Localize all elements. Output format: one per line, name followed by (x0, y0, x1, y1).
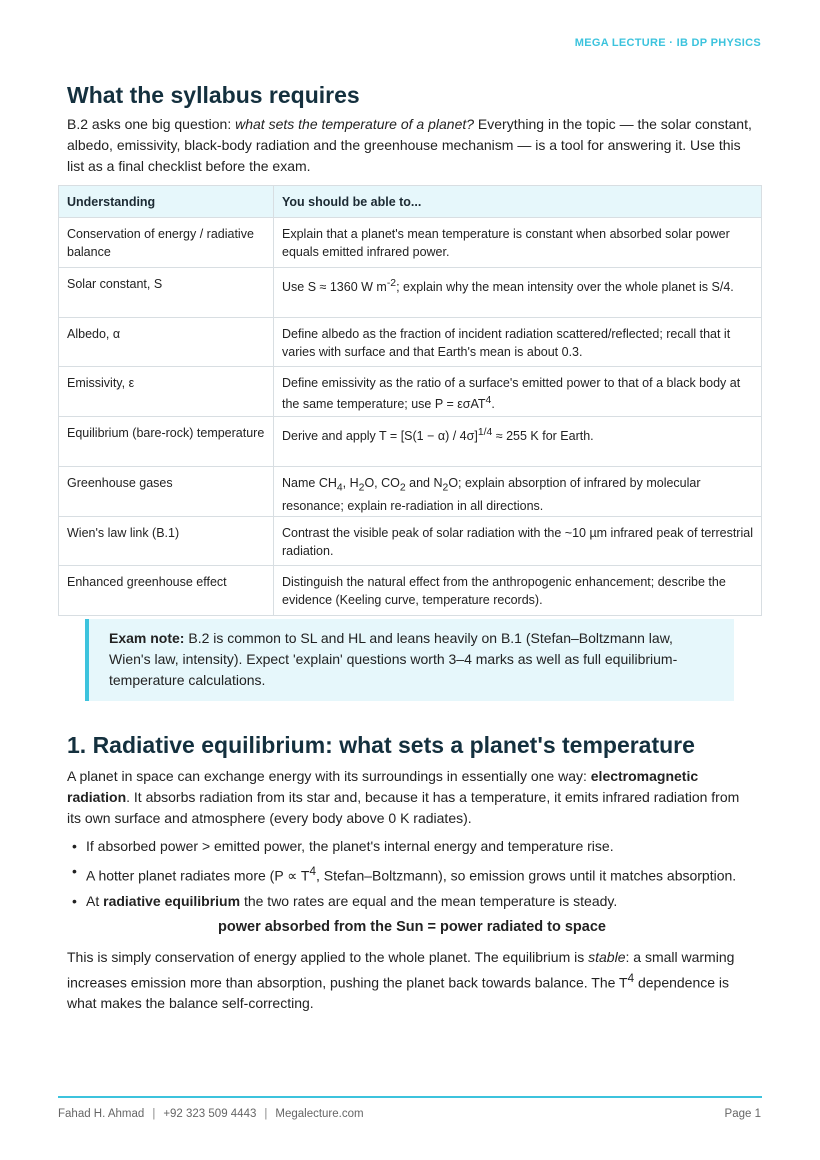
equilibrium-paragraph (67, 766, 757, 829)
section-title: What the syllabus requires (67, 82, 360, 108)
syllabus-section (67, 80, 757, 177)
paragraph-text: dependence is what makes the balance self-correcting. (67, 974, 730, 1012)
cell-text: and N (405, 475, 443, 490)
table-row (59, 267, 762, 317)
table-row (59, 367, 762, 417)
paragraph-text: A planet in space can exchange energy with its surroundings in essentially one way: (67, 768, 591, 784)
able-cell: Contrast the visible peak of solar radiation with the ~10 µm infrared peak of terrestrial radiation. (274, 516, 762, 566)
cell-text: . (491, 397, 495, 412)
list-bold: radiative equilibrium (103, 892, 241, 909)
exam-note-text: B.2 is common to SL and HL and leans heavily on B.1 (Stefan–Boltzmann law, Wien's law, intensity). Expect 'explain' questions worth 3–4 marks as well as full equilibrium-temperature calculations. (109, 630, 678, 688)
cell-text: Name CH (282, 475, 337, 490)
subscript: 2 (358, 482, 365, 494)
paragraph-text: : a small warming increases emission more than absorption, pushing the planet back towards balance. The T (67, 948, 735, 991)
footer-separator: | (152, 1108, 156, 1120)
section-title: 1. Radiative equilibrium: what sets a planet's temperature (67, 732, 695, 758)
cell-text: O, CO (364, 475, 400, 490)
subscript: 2 (442, 482, 449, 494)
syllabus-table (58, 185, 762, 616)
cell-text: ; explain why the mean intensity over the whole planet is S/4. (396, 279, 734, 294)
syllabus-intro (67, 114, 757, 177)
subscript: 2 (399, 482, 406, 494)
understanding-cell: Wien's law link (B.1) (59, 516, 274, 566)
cell-text: Derive and apply T = [S(1 − α) / 4σ] (282, 429, 478, 444)
cell-text: , H (342, 475, 359, 490)
intro-text-end: Everything in the topic — the solar constant, albedo, emissivity, black-body radiation and the greenhouse mechanism — is a tool for answering it. Use this list as a final checklist before the exam. (67, 116, 752, 174)
able-cell: Explain that a planet's mean temperature is constant when absorbed solar power equals emitted infrared power. (274, 218, 762, 268)
understanding-cell: Greenhouse gases (59, 466, 274, 516)
list-item (67, 891, 757, 912)
table-row (59, 466, 762, 516)
superscript: 1/4 (477, 427, 493, 438)
list-text: the two rates are equal and the mean temperature is steady. (240, 892, 618, 909)
superscript: 4 (485, 395, 492, 407)
able-cell (274, 267, 762, 317)
understanding-cell: Enhanced greenhouse effect (59, 566, 274, 616)
superscript: -2 (386, 277, 397, 289)
able-cell (274, 417, 762, 467)
able-cell: Define albedo as the fraction of incident radiation scattered/reflected; recall that it varies with surface and that Earth's mean is about 0.3. (274, 317, 762, 367)
intro-question: what sets the temperature of a planet? (235, 116, 475, 132)
paragraph-italic: stable (588, 948, 626, 965)
cell-text: Use S ≈ 1360 W m (282, 279, 387, 294)
footer-contact (58, 1108, 364, 1120)
table-header-row (59, 186, 762, 218)
equilibrium-equation: power absorbed from the Sun = power radiated to space (218, 918, 606, 935)
superscript: 4 (627, 971, 635, 985)
intro-text: B.2 asks one big question: (67, 116, 236, 132)
understanding-cell: Conservation of energy / radiative balance (59, 218, 274, 268)
understanding-cell: Emissivity, ε (59, 367, 274, 417)
superscript: 4 (309, 865, 316, 878)
cell-text: Define emissivity as the ratio of a surface's emitted power to that of a black body at the same temperature; use P = εσAT (282, 376, 741, 412)
table-row (59, 566, 762, 616)
column-header-able: You should be able to... (274, 186, 762, 218)
exam-note-callout (85, 619, 734, 701)
bullet-list (67, 836, 757, 912)
able-cell: Distinguish the natural effect from the anthropogenic enhancement; describe the evidence (Keeling curve, temperature records). (274, 566, 762, 616)
exam-note-label: Exam note: (109, 630, 185, 646)
footer-website: Megalecture.com (275, 1108, 364, 1120)
table-row (59, 417, 762, 467)
footer-separator: | (264, 1108, 268, 1120)
paragraph-text: This is simply conservation of energy applied to the whole planet. The equilibrium is (67, 948, 589, 965)
understanding-cell: Solar constant, S (59, 267, 274, 317)
subscript: 4 (336, 482, 343, 494)
table-row (59, 516, 762, 566)
understanding-cell: Equilibrium (bare-rock) temperature (59, 417, 274, 467)
column-header-understanding: Understanding (59, 186, 274, 218)
table-row (59, 317, 762, 367)
list-item (67, 861, 757, 887)
equilibrium-section (67, 730, 757, 1014)
table-row (59, 218, 762, 268)
list-text: , Stefan–Boltzmann), so emission grows until it matches absorption. (315, 867, 737, 884)
paragraph-bold: electromagnetic radiation (67, 768, 699, 805)
running-header: MEGA LECTURE · IB DP PHYSICS (574, 37, 761, 49)
understanding-cell: Albedo, α (59, 317, 274, 367)
list-text: A hotter planet radiates more (P ∝ T (86, 867, 310, 884)
footer-phone: +92 323 509 4443 (163, 1108, 257, 1120)
list-text: At (86, 892, 104, 909)
footer-author: Fahad H. Ahmad (58, 1108, 145, 1120)
able-cell (274, 466, 762, 516)
list-item: • If absorbed power > emitted power, the planet's internal energy and temperature rise. (67, 836, 757, 857)
cell-text: O; explain absorption of infrared by molecular resonance; explain re-radiation in all directions. (282, 475, 701, 514)
cell-text: ≈ 255 K for Earth. (492, 429, 594, 444)
able-cell (274, 367, 762, 417)
footer-divider (58, 1096, 762, 1098)
paragraph-text: . It absorbs radiation from its star and, because it has a temperature, it emits infrared radiation from its own surface and atmosphere (every body above 0 K radiates). (67, 789, 740, 826)
stability-paragraph (67, 947, 757, 1015)
page-number: Page 1 (724, 1108, 761, 1120)
